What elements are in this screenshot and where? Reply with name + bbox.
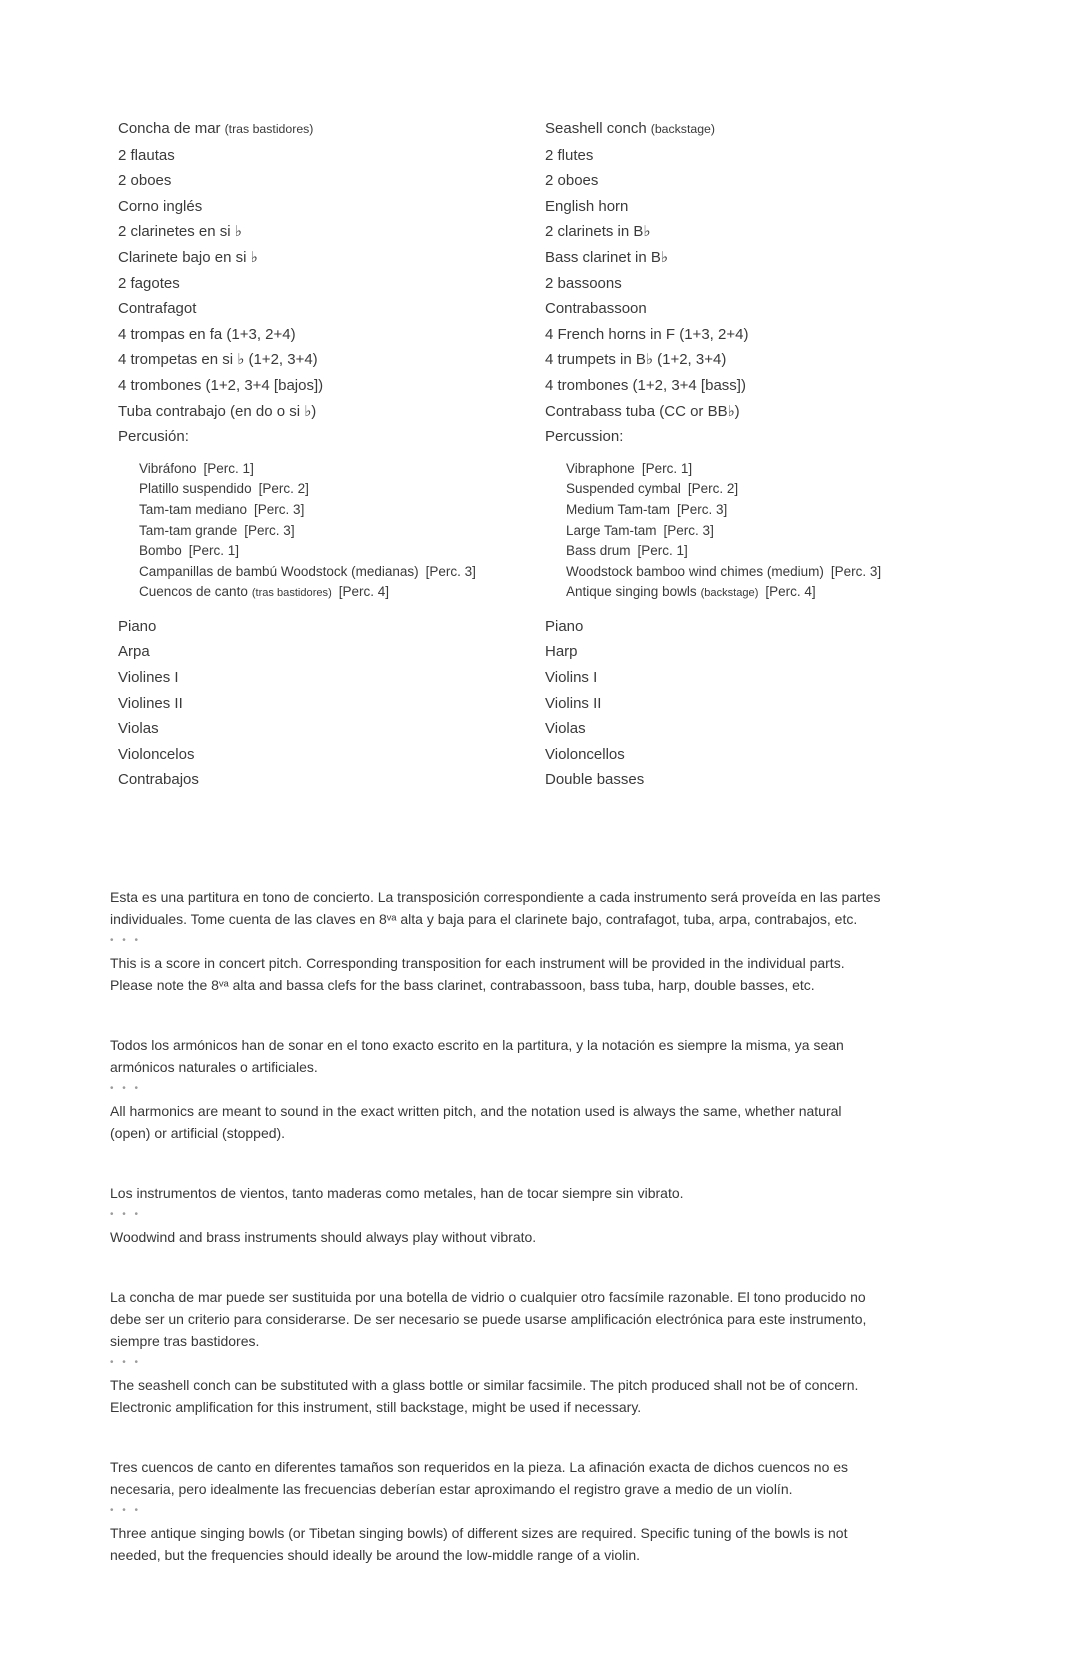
note-line: Tres cuencos de canto en diferentes tamaños son requeridos en la pieza. La afinación exacta de dichos cuencos no es xyxy=(110,1459,849,1475)
note-group-seashell-substitute xyxy=(110,1286,1030,1418)
percussion-item xyxy=(566,459,972,480)
note-line: Please note the 8ᵛᵃ alta and bassa clefs for the bass clarinet, contrabassoon, bass tuba, harp, double basses, etc. xyxy=(110,977,815,993)
instrument-name: 4 trompetas en si ♭ (1+2, 3+4) xyxy=(118,351,318,369)
percussion-item xyxy=(566,500,972,521)
separator-dots: • • • xyxy=(110,1357,142,1368)
note-spanish xyxy=(110,1456,1030,1500)
percussion-note: (backstage) xyxy=(700,587,759,600)
strings-item: Piano xyxy=(545,617,584,635)
note-line: La concha de mar puede ser sustituida por una botella de vidrio o cualquier otro facsímile razonable. El tono producido no xyxy=(110,1289,866,1305)
percussion-name: Woodstock bamboo wind chimes (medium) xyxy=(566,563,824,579)
note-group-harmonics xyxy=(110,1034,1030,1144)
english-main-list xyxy=(545,116,972,450)
note-line: Los instrumentos de vientos, tanto maderas como metales, han de tocar siempre sin vibrato. xyxy=(110,1185,684,1201)
instrument-line xyxy=(118,271,545,297)
percussion-player-tag: [Perc. 3] xyxy=(830,563,882,579)
instrument-name: 4 trombones (1+2, 3+4 [bass]) xyxy=(545,376,746,394)
instrument-line xyxy=(545,168,972,194)
percussion-name: Suspended cymbal xyxy=(566,481,681,497)
instrument-line xyxy=(545,219,972,245)
note-line: individuales. Tome cuenta de las claves en 8ᵛᵃ alta y baja para el clarinete bajo, contrafagot, tuba, arpa, contrabajos, etc. xyxy=(110,911,858,927)
instrument-name: Contrabassoon xyxy=(545,300,647,318)
percussion-item xyxy=(566,582,972,604)
percussion-item xyxy=(139,521,545,542)
instrument-line xyxy=(545,271,972,297)
percussion-player-tag: [Perc. 4] xyxy=(765,584,816,600)
instrument-name: Percusión: xyxy=(118,428,189,446)
note-line: (open) or artificial (stopped). xyxy=(110,1125,286,1141)
strings-item: Arpa xyxy=(118,643,150,661)
strings-item: Violins I xyxy=(545,669,598,687)
instrument-line xyxy=(545,424,972,450)
instrument-line xyxy=(545,296,972,322)
percussion-player-tag: [Perc. 2] xyxy=(258,481,309,497)
percussion-item xyxy=(566,562,972,583)
note-line: debe ser un criterio para considerarse. De ser necesario se puede usarse amplificación electrónica para este instrumento, xyxy=(110,1311,867,1327)
note-line: This is a score in concert pitch. Corresponding transposition for each instrument will be provided in the individual parts. xyxy=(110,955,845,971)
performance-notes xyxy=(110,886,1030,1604)
instrument-line xyxy=(118,296,545,322)
instrument-name: Tuba contrabajo (en do o si ♭) xyxy=(118,402,317,420)
spanish-percussion-list xyxy=(118,459,545,604)
percussion-player-tag: [Perc. 1] xyxy=(637,543,688,559)
percussion-item xyxy=(566,541,972,562)
note-english xyxy=(110,1522,1030,1566)
note-line: All harmonics are meant to sound in the exact written pitch, and the notation used is always the same, whether natural xyxy=(110,1103,842,1119)
instrument-name: 2 oboes xyxy=(118,172,172,190)
percussion-name: Tam-tam mediano xyxy=(139,501,248,517)
instrument-line xyxy=(545,116,972,143)
spanish-column xyxy=(118,116,545,793)
percussion-player-tag: [Perc. 3] xyxy=(244,522,295,538)
percussion-item xyxy=(139,541,545,562)
note-english xyxy=(110,1226,1030,1248)
strings-item: Violas xyxy=(118,720,159,738)
percussion-name: Campanillas de bambú Woodstock (medianas) xyxy=(139,563,419,579)
percussion-name: Medium Tam-tam xyxy=(566,501,671,517)
instrument-line xyxy=(545,347,972,373)
instrument-name: 2 bassoons xyxy=(545,274,622,292)
instrument-line xyxy=(118,399,545,425)
strings-item: Violoncellos xyxy=(545,745,625,763)
strings-item: Piano xyxy=(118,617,157,635)
note-english xyxy=(110,1100,1030,1144)
percussion-name: Bass drum xyxy=(566,543,631,559)
strings-item: Double basses xyxy=(545,771,645,789)
note-line: Electronic amplification for this instrument, still backstage, might be used if necessary. xyxy=(110,1399,642,1415)
note-group-vibrato xyxy=(110,1182,1030,1248)
instrument-name: Corno inglés xyxy=(118,197,203,215)
english-strings-list xyxy=(545,614,972,793)
instrument-name: English horn xyxy=(545,197,629,215)
percussion-item xyxy=(139,479,545,500)
percussion-player-tag: [Perc. 2] xyxy=(687,481,739,497)
separator-dots: • • • xyxy=(110,1505,142,1516)
strings-item: Violoncelos xyxy=(118,745,195,763)
percussion-item xyxy=(139,500,545,521)
instrument-line xyxy=(118,168,545,194)
strings-item: Violines I xyxy=(118,669,179,687)
instrument-name: Percussion: xyxy=(545,428,624,446)
percussion-player-tag: [Perc. 1] xyxy=(203,460,254,476)
instrument-name: Bass clarinet in B♭ xyxy=(545,248,668,266)
strings-item: Violines II xyxy=(118,694,183,712)
percussion-note: (tras bastidores) xyxy=(251,587,332,600)
instrument-name: Concha de mar xyxy=(118,120,221,137)
instrument-line xyxy=(118,424,545,450)
instrument-name: 4 French horns in F (1+3, 2+4) xyxy=(545,325,749,343)
instrument-line xyxy=(118,347,545,373)
instrument-name: 4 trompas en fa (1+3, 2+4) xyxy=(118,325,296,343)
note-line: Three antique singing bowls (or Tibetan singing bowls) of different sizes are required. Specific tuning of the bowls is not xyxy=(110,1525,848,1541)
instrument-line xyxy=(118,373,545,399)
english-column xyxy=(545,116,972,793)
percussion-player-tag: [Perc. 3] xyxy=(663,522,714,538)
instrument-line xyxy=(545,399,972,425)
note-line: siempre tras bastidores. xyxy=(110,1333,260,1349)
percussion-player-tag: [Perc. 3] xyxy=(425,563,476,579)
percussion-item xyxy=(566,521,972,542)
instrument-note: (backstage) xyxy=(650,122,715,136)
note-line: The seashell conch can be substituted with a glass bottle or similar facsimile. The pitch produced shall not be of concern. xyxy=(110,1377,859,1393)
percussion-player-tag: [Perc. 1] xyxy=(641,460,693,476)
percussion-player-tag: [Perc. 1] xyxy=(188,543,240,559)
percussion-item xyxy=(139,582,545,604)
percussion-item xyxy=(566,479,972,500)
note-line: necesaria, pero idealmente las frecuencias deberían estar aproximando el registro grave a medio de un violín. xyxy=(110,1481,793,1497)
note-group-singing-bowls xyxy=(110,1456,1030,1566)
note-line: Esta es una partitura en tono de concierto. La transposición correspondiente a cada instrumento será proveída en las partes xyxy=(110,889,881,905)
instrument-name: Contrafagot xyxy=(118,300,197,318)
note-spanish xyxy=(110,1182,1030,1204)
note-english xyxy=(110,952,1030,996)
instrument-name: 2 fagotes xyxy=(118,274,180,292)
instrument-name: Seashell conch xyxy=(545,120,647,137)
note-spanish xyxy=(110,886,1030,930)
instrument-line xyxy=(545,143,972,169)
strings-item: Contrabajos xyxy=(118,771,199,789)
instrument-line xyxy=(118,194,545,220)
spanish-strings-list xyxy=(118,614,545,793)
instrument-name: 2 flautas xyxy=(118,146,175,164)
percussion-player-tag: [Perc. 3] xyxy=(677,501,728,517)
percussion-name: Vibráfono xyxy=(139,460,197,476)
note-line: Todos los armónicos han de sonar en el tono exacto escrito en la partitura, y la notación es siempre la misma, ya sean xyxy=(110,1037,844,1053)
english-percussion-list xyxy=(545,459,972,604)
instrument-line xyxy=(118,322,545,348)
instrumentation-list xyxy=(118,116,972,793)
spanish-main-list xyxy=(118,116,545,450)
separator-dots: • • • xyxy=(110,935,142,946)
instrument-name: 2 clarinetes en si ♭ xyxy=(118,223,242,241)
strings-item: Harp xyxy=(545,643,578,661)
instrument-line xyxy=(545,194,972,220)
note-line: needed, but the frequencies should ideally be around the low-middle range of a violin. xyxy=(110,1547,641,1563)
percussion-name: Bombo xyxy=(139,543,182,559)
instrument-name: 2 clarinets in B♭ xyxy=(545,223,651,241)
instrument-name: 4 trumpets in B♭ (1+2, 3+4) xyxy=(545,351,727,369)
percussion-name: Large Tam-tam xyxy=(566,522,657,538)
instrument-name: Clarinete bajo en si ♭ xyxy=(118,248,258,266)
instrument-name: Contrabass tuba (CC or BB♭) xyxy=(545,402,740,420)
percussion-item xyxy=(139,459,545,480)
strings-item: Violins II xyxy=(545,694,602,712)
percussion-name: Vibraphone xyxy=(566,460,635,476)
note-spanish xyxy=(110,1034,1030,1078)
percussion-name: Cuencos de canto xyxy=(139,584,248,600)
strings-item: Violas xyxy=(545,720,586,738)
instrument-line xyxy=(118,245,545,271)
percussion-player-tag: [Perc. 3] xyxy=(254,501,305,517)
percussion-name: Tam-tam grande xyxy=(139,522,238,538)
instrument-line xyxy=(545,373,972,399)
instrument-name: 2 oboes xyxy=(545,172,599,190)
separator-dots: • • • xyxy=(110,1209,142,1220)
instrument-line xyxy=(118,219,545,245)
note-spanish xyxy=(110,1286,1030,1352)
note-group-transposition xyxy=(110,886,1030,996)
instrument-name: 2 flutes xyxy=(545,146,594,164)
note-english xyxy=(110,1374,1030,1418)
instrument-name: 4 trombones (1+2, 3+4 [bajos]) xyxy=(118,376,324,394)
instrument-line xyxy=(545,245,972,271)
percussion-name: Antique singing bowls xyxy=(566,584,697,600)
instrument-note: (tras bastidores) xyxy=(224,122,314,136)
percussion-item xyxy=(139,562,545,583)
note-line: armónicos naturales o artificiales. xyxy=(110,1059,318,1075)
instrument-line xyxy=(118,143,545,169)
percussion-player-tag: [Perc. 4] xyxy=(338,584,390,600)
percussion-name: Platillo suspendido xyxy=(139,481,252,497)
note-line: Woodwind and brass instruments should always play without vibrato. xyxy=(110,1229,537,1245)
instrument-line xyxy=(118,116,545,143)
separator-dots: • • • xyxy=(110,1083,142,1094)
instrument-line xyxy=(545,322,972,348)
